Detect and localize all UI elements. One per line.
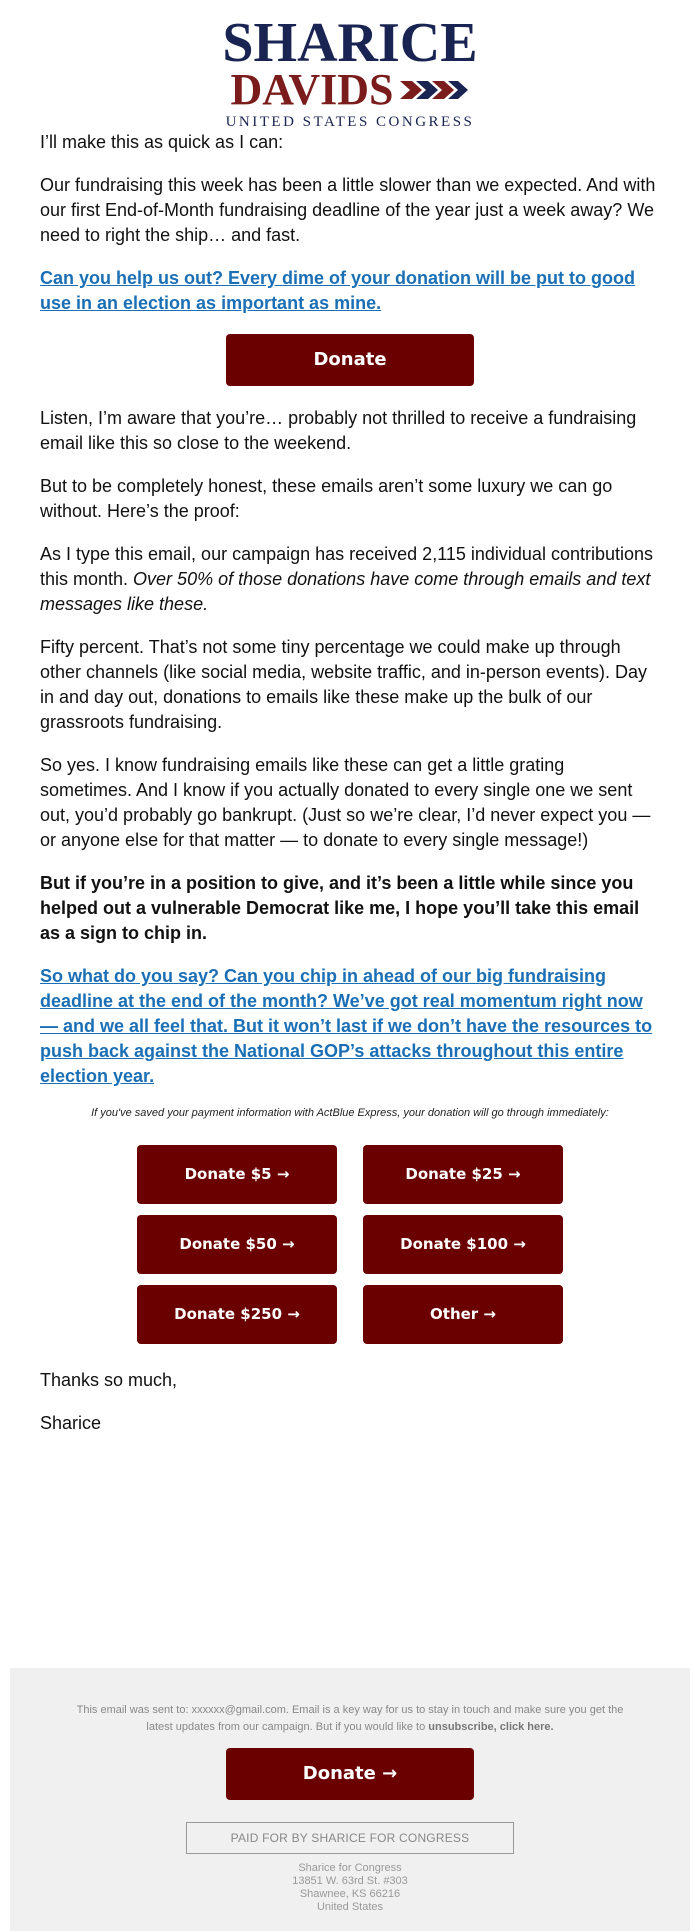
address-line: Sharice for Congress	[298, 1862, 402, 1874]
signature: Sharice	[40, 1413, 102, 1433]
logo-name-last: DAVIDS	[230, 65, 394, 114]
donate-250-button[interactable]: Donate $250 →	[137, 1285, 337, 1344]
intro-paragraph: I’ll make this as quick as I can:	[40, 132, 284, 152]
donate-50-button[interactable]: Donate $50 →	[137, 1215, 337, 1274]
logo-name-first: SHARICE	[222, 12, 478, 74]
footer-sent-to-suffix: . Email is a key way for us to stay in touch and make sure you get the latest updates from our campaign. But if you would like to	[146, 1704, 624, 1733]
address-line: Shawnee, KS 66216	[299, 1888, 401, 1900]
donate-5-button[interactable]: Donate $5 →	[137, 1145, 337, 1204]
actblue-express-note: If you've saved your payment information with ActBlue Express, your donation will go through immediately:	[91, 1107, 609, 1119]
footer-sent-to-prefix: This email was sent to:	[76, 1704, 192, 1716]
help-donate-link[interactable]: Can you help us out? Every dime of your donation will be put to good use in an election as important as mine.	[40, 268, 636, 313]
footer-disclaimer	[10, 1668, 690, 1736]
logo-subtitle: UNITED STATES CONGRESS	[225, 114, 475, 130]
donate-other-button[interactable]: Other →	[363, 1285, 563, 1344]
grating-paragraph: So yes. I know fundraising emails like these can get a little grating sometimes. And I know if you actually donated to every single one we sent out, you’d probably go bankrupt. (Just so we’re clear, I’d never expect you — or anyone else for that matter — to donate to every single message!)	[40, 755, 651, 850]
unsubscribe-link[interactable]: unsubscribe, click here.	[428, 1721, 554, 1733]
listen-paragraph: Listen, I’m aware that you’re… probably not thrilled to receive a fundraising email like this so close to the weekend.	[40, 408, 637, 453]
contributions-emphasis: Over 50% of those donations have come through emails and text messages like these.	[40, 569, 651, 614]
footer-email: xxxxxx@gmail.com	[191, 1704, 286, 1716]
contributions-text: As I type this email, our campaign has received 2,115 individual contributions this month.	[40, 544, 654, 589]
chip-in-link[interactable]: So what do you say? Can you chip in ahead of our big fundraising deadline at the end of the month? We’ve got real momentum right now — and we all feel that. But it won’t last if we don’t have the resources to push back against the National GOP’s attacks throughout this entire election year.	[40, 966, 653, 1086]
fifty-percent-paragraph: Fifty percent. That’s not some tiny percentage we could make up through other channels (like social media, website traffic, and in-person events). Day in and day out, donations to emails like these make up the bulk of our grassroots fundraising.	[40, 637, 647, 732]
mailing-address	[10, 1862, 690, 1914]
closing-line: Thanks so much,	[40, 1370, 178, 1390]
donate-25-button[interactable]: Donate $25 →	[363, 1145, 563, 1204]
donate-button[interactable]: Donate	[226, 334, 474, 386]
chip-in-bold-paragraph: But if you’re in a position to give, and it’s been a little while since you helped out a vulnerable Democrat like me, I hope you’ll take this email as a sign to chip in.	[40, 873, 640, 943]
honest-paragraph: But to be completely honest, these emails aren’t some luxury we can go without. Here’s the proof:	[40, 476, 613, 521]
campaign-logo	[40, 0, 660, 130]
paid-for-disclaimer: PAID FOR BY SHARICE FOR CONGRESS	[186, 1822, 514, 1854]
email-body	[40, 0, 660, 1436]
fundraising-paragraph: Our fundraising this week has been a little slower than we expected. And with our first End-of-Month fundraising deadline of the year just a week away? We need to right the ship… and fast.	[40, 175, 656, 245]
address-line: United States	[316, 1901, 384, 1913]
address-line: 13851 W. 63rd St. #303	[292, 1875, 408, 1887]
chevron-arrows-icon	[400, 79, 470, 101]
contributions-paragraph	[40, 542, 660, 617]
email-footer	[10, 1668, 690, 1931]
footer-donate-button[interactable]: Donate →	[226, 1748, 474, 1800]
donate-100-button[interactable]: Donate $100 →	[363, 1215, 563, 1274]
donation-amount-grid	[40, 1145, 660, 1344]
